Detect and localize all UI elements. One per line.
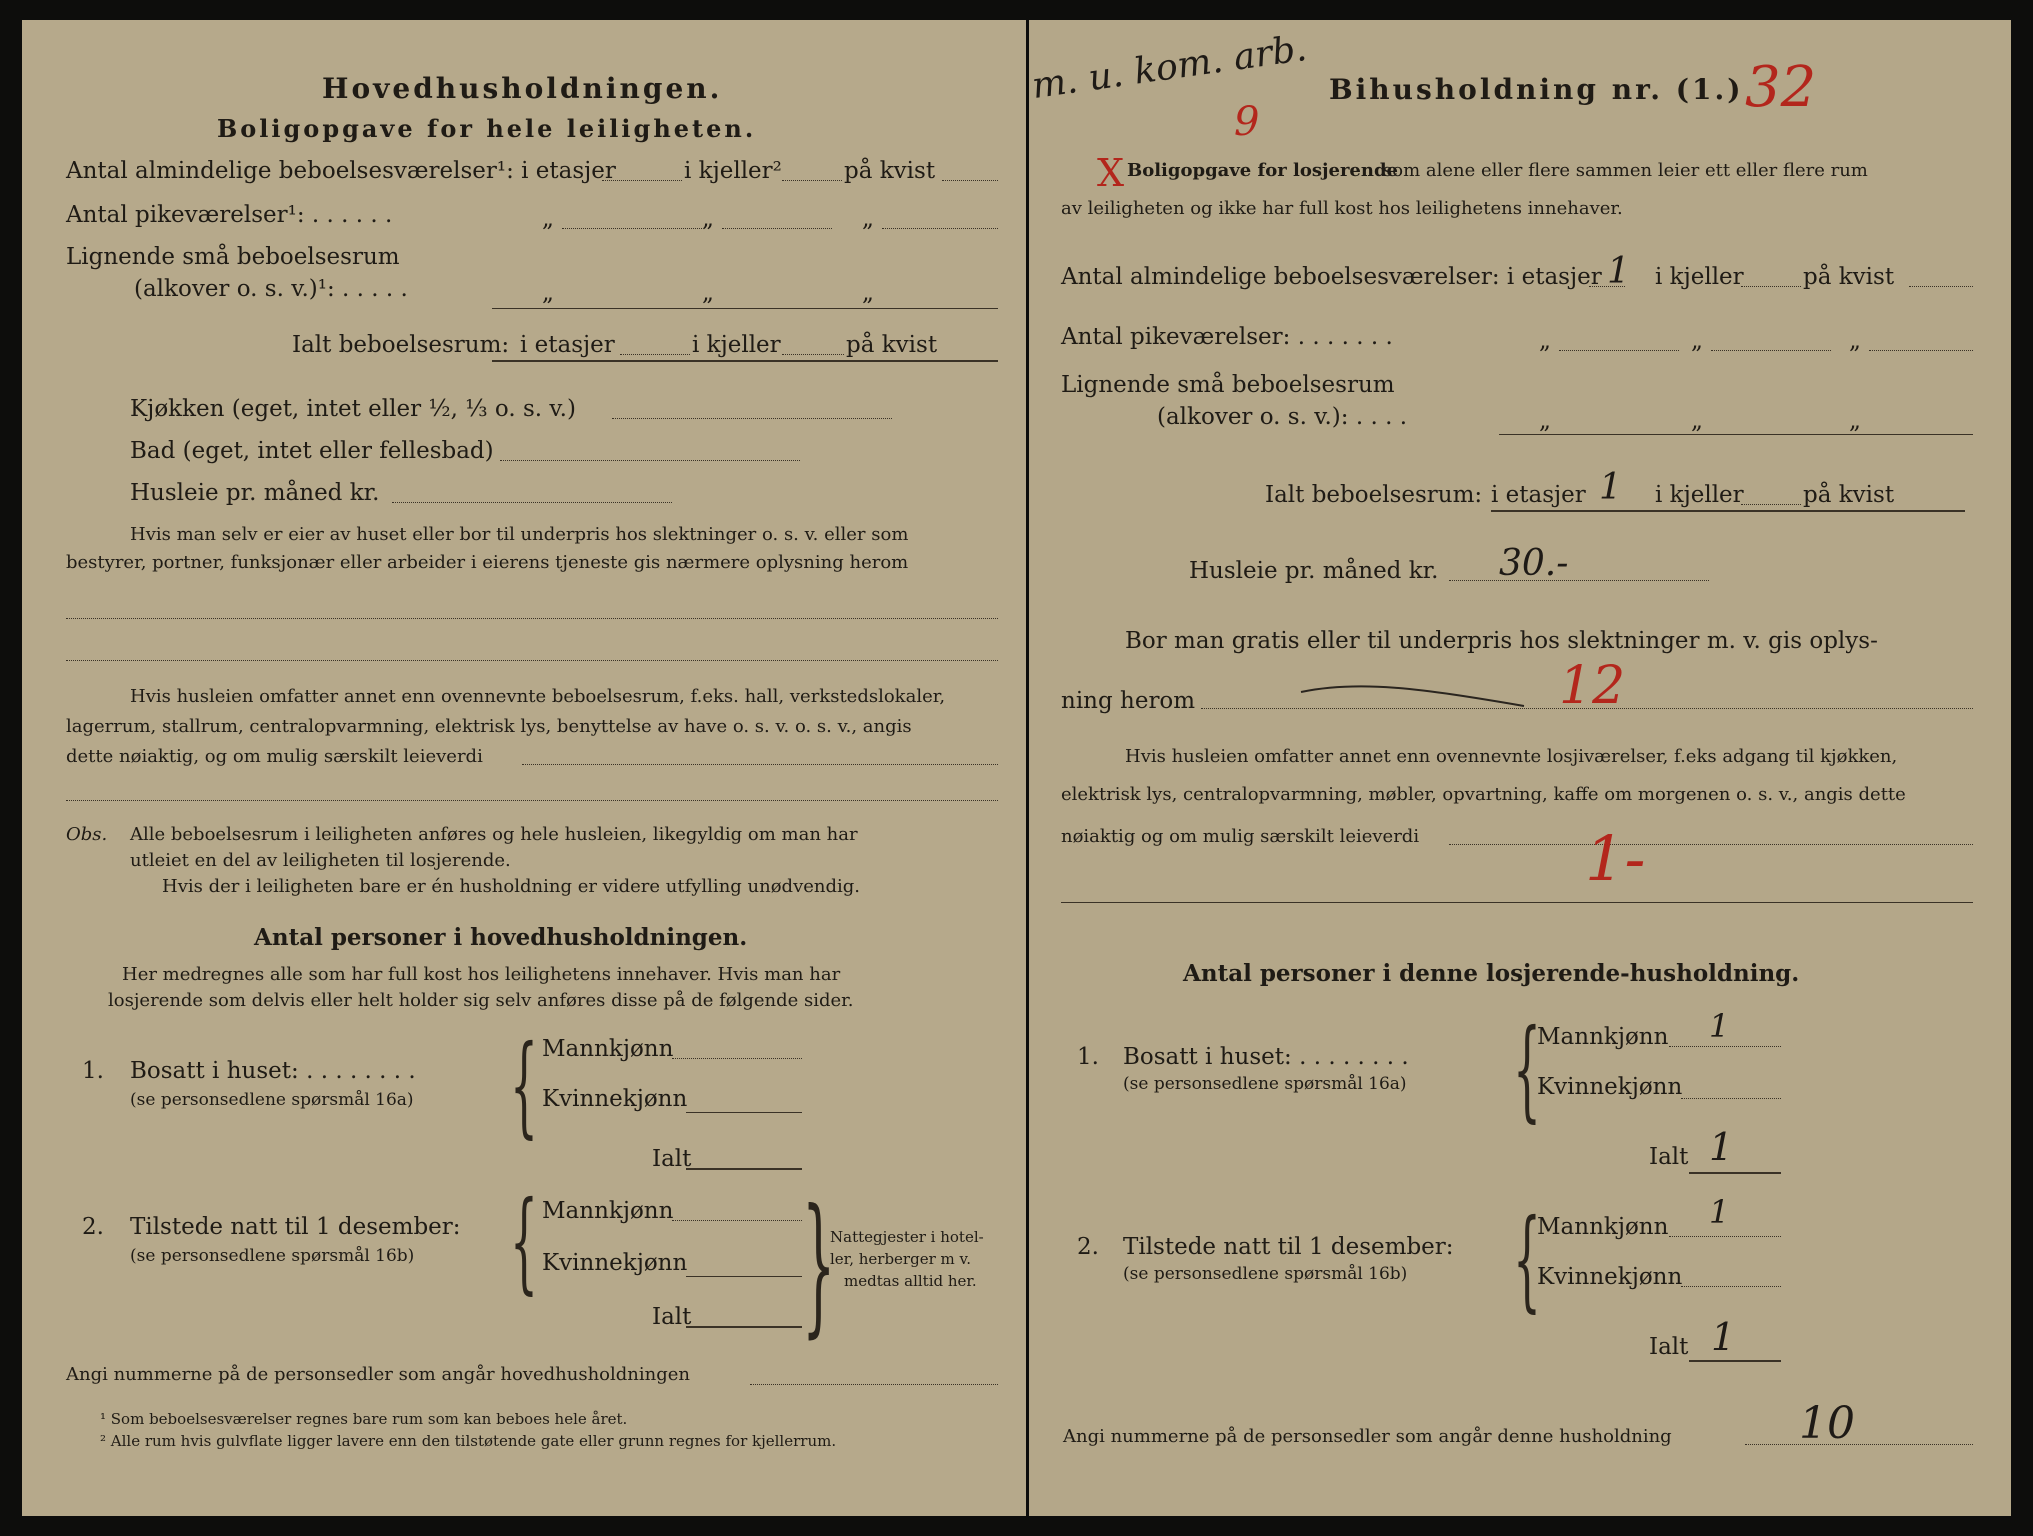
right-q2-sub: (se personsedlene spørsmål 16b) <box>1123 1264 1408 1284</box>
left-natt-l3: medtas alltid her. <box>844 1272 977 1290</box>
left-r2-line3 <box>882 228 998 229</box>
left-r2-line1 <box>562 228 702 229</box>
left-para1-line2 <box>66 660 998 661</box>
left-r1-etasjer-line <box>602 180 682 181</box>
left-footnote-2: ² Alle rum hvis gulvflate ligger lavere enn den tilstøtende gate eller grunn regnes for kjellerrum. <box>100 1432 837 1450</box>
left-bad-line <box>500 460 800 461</box>
right-q2-brace: { <box>1513 1195 1541 1323</box>
right-para-l3: nøiaktig og om mulig særskilt leieverdi <box>1061 826 1420 847</box>
left-q1-kvinne: Kvinnekjønn <box>542 1086 688 1112</box>
right-q1-mann-line <box>1669 1046 1781 1047</box>
left-r2-label: Antal pikeværelser¹: . . . . . . <box>66 202 393 228</box>
right-q2-ialt-line <box>1689 1360 1781 1362</box>
right-para-l2: elektrisk lys, centralopvarmning, møbler, opvartning, kaffe om morgenen o. s. v., angis dette <box>1061 784 1906 805</box>
left-r3-label-b: (alkover o. s. v.)¹: . . . . . <box>134 276 408 302</box>
right-q1-brace: { <box>1513 1005 1541 1133</box>
left-q2-mann: Mannkjønn <box>542 1198 674 1224</box>
right-q1-kvinne-line <box>1681 1098 1781 1099</box>
hw-ialt-value: 1 <box>1599 467 1622 508</box>
left-page <box>22 20 1026 1516</box>
right-ialt-label: Ialt beboelsesrum: <box>1265 482 1483 508</box>
right-persons-title: Antal personer i denne losjerende-husholdning. <box>1183 960 1800 987</box>
left-r3-quote3: „ <box>862 280 874 306</box>
right-q2-num: 2. <box>1077 1234 1099 1260</box>
hw-herom-stroke <box>1299 678 1529 718</box>
left-r3-label-a: Lignende små beboelsesrum <box>66 244 400 270</box>
right-r2-line2 <box>1711 350 1831 351</box>
left-r3-quote1: „ <box>542 280 554 306</box>
hw-q1-mann: 1 <box>1709 1007 1730 1045</box>
hw-red-number: 32 <box>1745 55 1817 120</box>
right-r2-quote3: „ <box>1849 328 1861 354</box>
left-r2-quote2: „ <box>702 206 714 232</box>
left-q2-mann-line <box>672 1220 802 1221</box>
right-q2-kvinne: Kvinnekjønn <box>1537 1264 1683 1290</box>
right-q1-sub: (se personsedlene spørsmål 16a) <box>1123 1074 1407 1094</box>
left-q2-sub: (se personsedlene spørsmål 16b) <box>130 1246 415 1266</box>
hw-husleie-value: 30.- <box>1499 543 1569 584</box>
left-obs-l3: Hvis der i leiligheten bare er én husholdning er videre utfylling unødvendig. <box>162 876 861 897</box>
right-husleie-line <box>1449 580 1709 581</box>
left-angi-line <box>750 1384 998 1385</box>
hw-q2-ialt: 1 <box>1711 1315 1736 1359</box>
left-q2-right-brace: } <box>802 1178 836 1352</box>
right-ialt-kjeller-line <box>1741 504 1801 505</box>
left-q2-ialt: Ialt <box>652 1304 692 1330</box>
right-gratis-l1: Bor man gratis eller til underpris hos slektninger m. v. gis oplys- <box>1125 628 1878 654</box>
right-q2-mann-line <box>1669 1236 1781 1237</box>
hw-leieverdi-value: 1- <box>1585 822 1646 895</box>
left-ialt-kjeller: i kjeller <box>692 332 781 358</box>
left-r1-label: Antal almindelige beboelsesværelser¹: i etasjer <box>66 158 616 184</box>
left-obs-l2: utleiet en del av leiligheten til losjerende. <box>130 850 511 871</box>
right-r2-line1 <box>1559 350 1679 351</box>
left-para1-l2: bestyrer, portner, funksjonær eller arbeider i eierens tjeneste gis nærmere oplysning herom <box>66 552 909 573</box>
left-title: Hovedhusholdningen. <box>322 72 723 105</box>
left-r1-kjeller: i kjeller² <box>684 158 782 184</box>
left-husleie-line <box>392 502 672 503</box>
left-r1-kvist: på kvist <box>844 158 936 184</box>
right-para-l1: Hvis husleien omfatter annet enn ovennevnte losjiværelser, f.eks adgang til kjøkken, <box>1125 746 1898 767</box>
right-ialt-underline <box>1491 510 1965 512</box>
left-kjokken-line <box>612 418 892 419</box>
right-r1-kjeller: i kjeller <box>1655 264 1744 290</box>
left-q2-num: 2. <box>82 1214 104 1240</box>
left-q1-sub: (se personsedlene spørsmål 16a) <box>130 1090 414 1110</box>
right-r2-quote1: „ <box>1539 328 1551 354</box>
left-r3-line <box>492 308 998 309</box>
right-q2-label: Tilstede natt til 1 desember: <box>1123 1234 1454 1260</box>
left-q1-label: Bosatt i huset: . . . . . . . . <box>130 1058 416 1084</box>
left-para1-line1 <box>66 618 998 619</box>
right-q1-mann: Mannkjønn <box>1537 1024 1669 1050</box>
right-para-line2 <box>1061 902 1973 903</box>
right-intro-l1: som alene eller flere sammen leier ett eller flere rum <box>1383 160 1868 181</box>
right-gratis-l2: ning herom <box>1061 688 1196 714</box>
hw-q2-mann: 1 <box>1709 1193 1730 1231</box>
left-obs-l1: Alle beboelsesrum i leiligheten anføres og hele husleien, likegyldig om man har <box>130 824 858 845</box>
left-q2-ialt-line <box>686 1326 802 1328</box>
left-husleie: Husleie pr. måned kr. <box>130 480 380 506</box>
left-q2-kvinne: Kvinnekjønn <box>542 1250 688 1276</box>
hw-nine: 9 <box>1234 99 1260 145</box>
hw-q1-ialt: 1 <box>1709 1125 1734 1169</box>
right-intro-l2: av leiligheten og ikke har full kost hos leilighetens innehaver. <box>1061 198 1623 219</box>
left-r2-quote3: „ <box>862 206 874 232</box>
right-angi-line <box>1745 1444 1973 1445</box>
hw-herom-value: 12 <box>1559 656 1626 716</box>
right-r1-label: Antal almindelige beboelsesværelser: i etasjer <box>1061 264 1602 290</box>
right-r3-quote2: „ <box>1691 408 1703 434</box>
left-r1-kjeller-line <box>782 180 842 181</box>
right-title: Bihusholdning nr. (1.) <box>1329 73 1744 106</box>
left-q1-mann-line <box>672 1058 802 1059</box>
right-r3-quote3: „ <box>1849 408 1861 434</box>
right-para-line1 <box>1449 844 1973 845</box>
left-obs-label: Obs. <box>66 824 108 845</box>
left-q1-brace: { <box>510 1021 538 1149</box>
left-persons-l1: Her medregnes alle som har full kost hos leilighetens innehaver. Hvis man har <box>122 964 841 985</box>
left-para1-l1: Hvis man selv er eier av huset eller bor til underpris hos slektninger o. s. v. eller som <box>130 524 909 545</box>
right-q2-kvinne-line <box>1681 1286 1781 1287</box>
right-angi: Angi nummerne på de personsedler som angår denne husholdning <box>1063 1426 1672 1447</box>
right-q2-ialt: Ialt <box>1649 1334 1689 1360</box>
right-q1-ialt: Ialt <box>1649 1144 1689 1170</box>
left-natt-l2: ler, herberger m v. <box>830 1250 971 1268</box>
left-q1-mann: Mannkjønn <box>542 1036 674 1062</box>
left-ialt-kvist: på kvist <box>846 332 938 358</box>
left-bad: Bad (eget, intet eller fellesbad) <box>130 438 494 464</box>
left-angi: Angi nummerne på de personsedler som angår hovedhusholdningen <box>66 1364 690 1385</box>
left-ialt-etasjer: i etasjer <box>520 332 615 358</box>
right-intro-bold: Boligopgave for losjerende <box>1127 160 1399 181</box>
left-persons-title: Antal personer i hovedhusholdningen. <box>254 924 748 951</box>
left-para2-l1: Hvis husleien omfatter annet enn ovennevnte beboelsesrum, f.eks. hall, verkstedslokaler, <box>130 686 946 707</box>
left-para2-line2 <box>66 800 998 801</box>
left-q1-kvinne-line <box>686 1112 802 1113</box>
right-r2-label: Antal pikeværelser: . . . . . . . <box>1061 324 1393 350</box>
left-q2-kvinne-line <box>686 1276 802 1277</box>
right-r3-label-a: Lignende små beboelsesrum <box>1061 372 1395 398</box>
left-para2-line1 <box>522 764 998 765</box>
hw-etasjer-value: 1 <box>1607 251 1630 292</box>
right-ialt-etasjer: i etasjer <box>1491 482 1586 508</box>
left-ialt-kjeller-line <box>782 354 844 355</box>
left-r2-line2 <box>722 228 832 229</box>
left-q1-ialt: Ialt <box>652 1146 692 1172</box>
right-q1-num: 1. <box>1077 1044 1099 1070</box>
right-r1-kvist: på kvist <box>1803 264 1895 290</box>
left-para2-l3: dette nøiaktig, og om mulig særskilt leieverdi <box>66 746 483 767</box>
right-q2-mann: Mannkjønn <box>1537 1214 1669 1240</box>
left-subtitle: Boligopgave for hele leiligheten. <box>217 114 757 143</box>
left-ialt-underline <box>492 360 998 362</box>
left-q1-ialt-line <box>686 1168 802 1170</box>
hw-red-x: X <box>1097 151 1125 195</box>
hw-top-note: m. u. kom. arb. <box>1029 27 1310 108</box>
left-persons-l2: losjerende som delvis eller helt holder sig selv anføres disse på de følgende sider. <box>108 990 854 1011</box>
left-ialt-etasjer-line <box>620 354 690 355</box>
right-q1-kvinne: Kvinnekjønn <box>1537 1074 1683 1100</box>
left-kjokken: Kjøkken (eget, intet eller ½, ⅓ o. s. v.) <box>130 396 576 422</box>
right-r2-quote2: „ <box>1691 328 1703 354</box>
left-ialt-label: Ialt beboelsesrum: <box>292 332 510 358</box>
left-footnote-1: ¹ Som beboelsesværelser regnes bare rum som kan beboes hele året. <box>100 1410 628 1428</box>
left-natt-l1: Nattegjester i hotel- <box>830 1228 984 1246</box>
right-r3-line <box>1499 434 1973 435</box>
left-para2-l2: lagerrum, stallrum, centralopvarmning, elektrisk lys, benyttelse av have o. s. v. o. s. v., angis <box>66 716 912 737</box>
left-r1-kvist-line <box>942 180 998 181</box>
right-q1-label: Bosatt i huset: . . . . . . . . <box>1123 1044 1409 1070</box>
right-ialt-kjeller: i kjeller <box>1655 482 1744 508</box>
right-r1-kvist-line <box>1909 286 1973 287</box>
right-r1-kjeller-line <box>1741 286 1801 287</box>
right-r3-label-b: (alkover o. s. v.): . . . . <box>1157 404 1408 430</box>
right-page <box>1029 20 2011 1516</box>
hw-angi-value: 10 <box>1799 1398 1855 1449</box>
left-q2-brace: { <box>510 1177 538 1305</box>
right-husleie: Husleie pr. måned kr. <box>1189 558 1439 584</box>
right-r3-quote1: „ <box>1539 408 1551 434</box>
left-r3-quote2: „ <box>702 280 714 306</box>
right-ialt-kvist: på kvist <box>1803 482 1895 508</box>
left-q2-label: Tilstede natt til 1 desember: <box>130 1214 461 1240</box>
right-r2-line3 <box>1869 350 1973 351</box>
left-r2-quote1: „ <box>542 206 554 232</box>
left-q1-num: 1. <box>82 1058 104 1084</box>
right-q1-ialt-line <box>1689 1172 1781 1174</box>
